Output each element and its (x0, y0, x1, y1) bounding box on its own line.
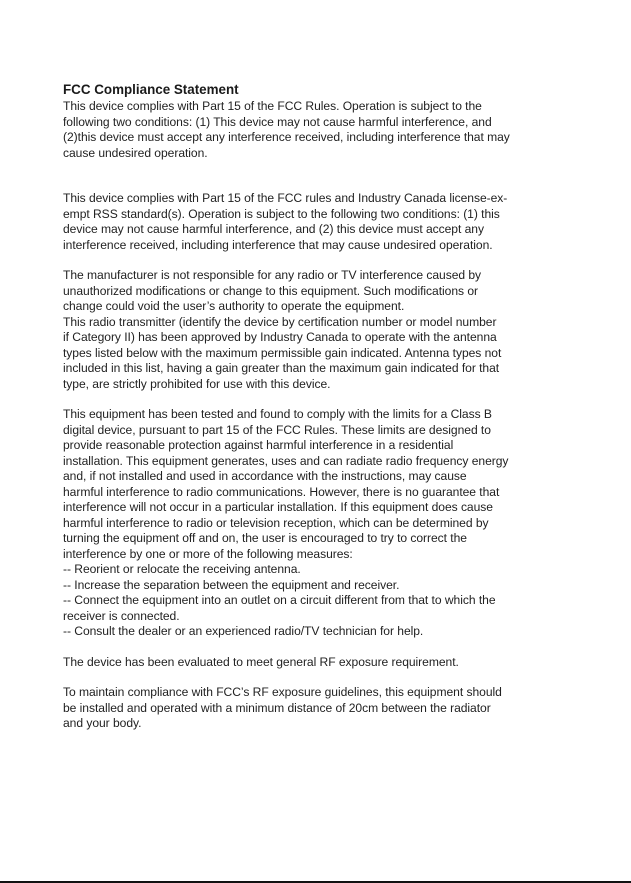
text-line: types listed below with the maximum permissible gain indicated. Antenna types not (63, 345, 502, 360)
text-line: harmful interference to radio or television reception, which can be determined by (63, 515, 489, 530)
document-page (63, 81, 569, 732)
list-item: -- Consult the dealer or an experienced radio/TV technician for help. (63, 624, 424, 638)
text-line: This device complies with Part 15 of the FCC rules and Industry Canada license-ex- (63, 191, 508, 205)
text-line: unauthorized modifications or change to this equipment. Such modifications or (63, 283, 478, 298)
text-line: and, if not installed and used in accordance with the instructions, may cause (63, 469, 467, 483)
text-line: device may not cause harmful interference, and (2) this device must accept any (63, 222, 484, 236)
text-line: interference will not occur in a particular installation. If this equipment does cause (63, 500, 493, 514)
spacer (63, 392, 569, 407)
text-line: if Category II) has been approved by Industry Canada to operate with the antenna (63, 330, 497, 344)
text-line: change could void the user’s authority to operate the equipment. (63, 299, 405, 313)
text-line: be installed and operated with a minimum distance of 20cm between the radiator (63, 700, 491, 715)
text-line: This radio transmitter (identify the device by certification number or model number (63, 314, 497, 329)
text-line: interference by one or more of the following measures: (63, 546, 353, 561)
text-line: (2)this device must accept any interference received, including interference that may (63, 130, 510, 144)
list-item: -- Connect the equipment into an outlet on a circuit different from that to which the (63, 593, 496, 607)
paragraph-manufacturer (63, 268, 569, 392)
paragraph-class-b (63, 407, 569, 640)
text-line: This equipment has been tested and found to comply with the limits for a Class B (63, 407, 492, 421)
paragraph-rf-exposure (63, 685, 569, 732)
text-line: The manufacturer is not responsible for any radio or TV interference caused by (63, 268, 482, 282)
paragraph-industry-canada (63, 191, 569, 253)
text-line: receiver is connected. (63, 608, 180, 623)
text-line: To maintain compliance with FCC’s RF exposure guidelines, this equipment should (63, 685, 502, 699)
text-line: type, are strictly prohibited for use with this device. (63, 376, 331, 391)
paragraph-rf-evaluation (63, 655, 569, 671)
text-line: harmful interference to radio communications. However, there is no guarantee that (63, 484, 500, 499)
list-item: -- Increase the separation between the equipment and receiver. (63, 577, 400, 592)
spacer (63, 640, 569, 655)
text-line: interference received, including interference that may cause undesired operation. (63, 237, 493, 252)
spacer (63, 161, 569, 191)
text-line: and your body. (63, 716, 142, 730)
page-title: FCC Compliance Statement (63, 82, 239, 97)
text-line: turning the equipment off and on, the user is encouraged to try to correct the (63, 531, 467, 545)
text-line: digital device, pursuant to part 15 of the FCC Rules. These limits are designed to (63, 422, 491, 437)
list-item: -- Reorient or relocate the receiving antenna. (63, 562, 301, 576)
spacer (63, 670, 569, 685)
text-line: empt RSS standard(s). Operation is subject to the following two conditions: (1) this (63, 206, 500, 221)
text-line: provide reasonable protection against harmful interference in a residential (63, 438, 454, 452)
text-line: following two conditions: (1) This device may not cause harmful interference, and (63, 114, 492, 129)
text-line: The device has been evaluated to meet general RF exposure requirement. (63, 654, 459, 669)
spacer (63, 253, 569, 268)
text-line: included in this list, having a gain greater than the maximum gain indicated for that (63, 361, 500, 375)
paragraph-fcc-part15 (63, 99, 569, 161)
text-line: installation. This equipment generates, uses and can radiate radio frequency energy (63, 453, 509, 468)
text-line: This device complies with Part 15 of the FCC Rules. Operation is subject to the (63, 99, 482, 113)
text-line: cause undesired operation. (63, 145, 208, 160)
